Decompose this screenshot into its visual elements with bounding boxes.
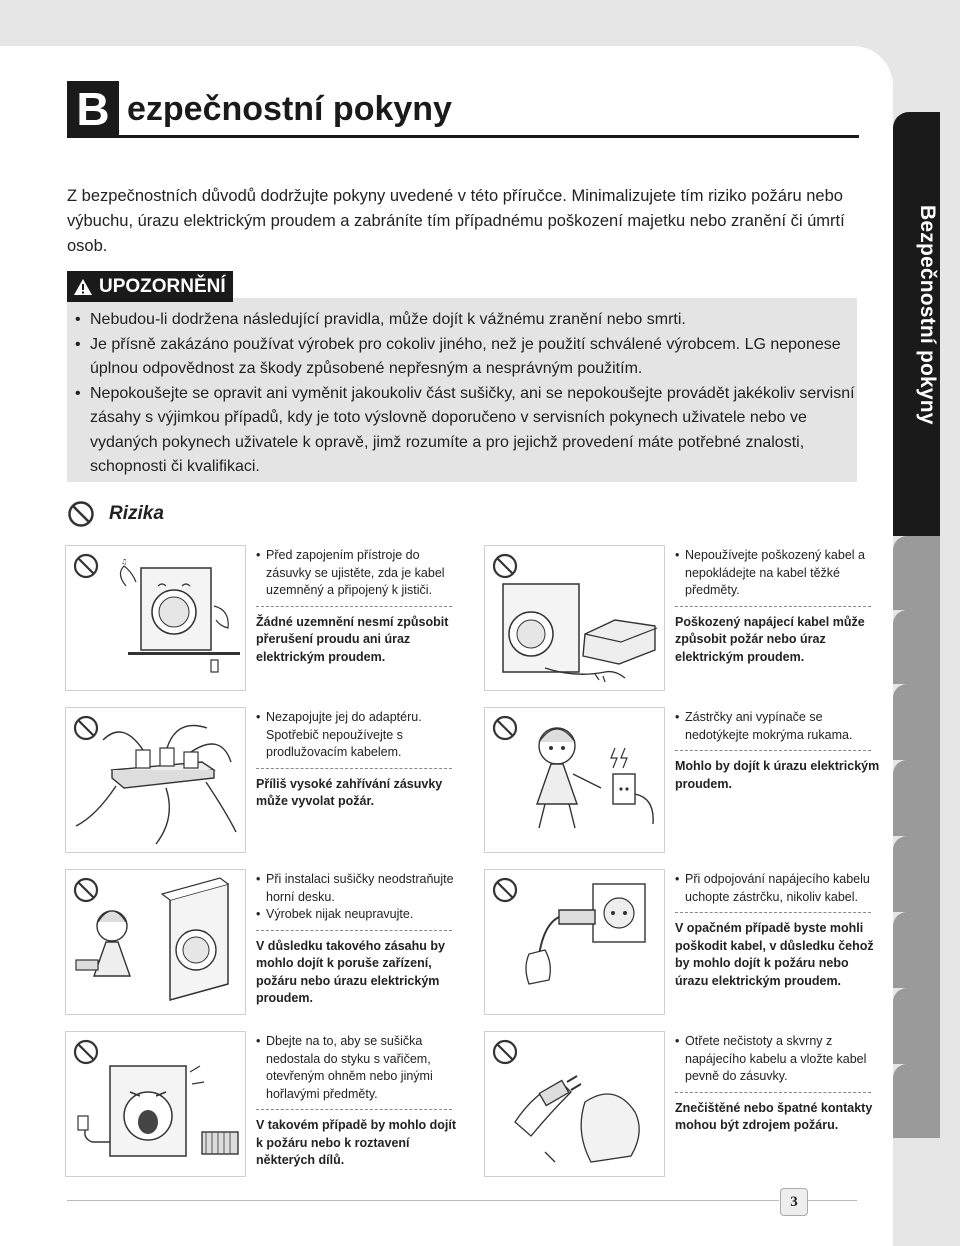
- warning-item: • Nebudou-li dodržena následující pravidla, může dojít k vážnému zranění nebo smrti.: [75, 308, 855, 333]
- clean-plug-illustration: [485, 1032, 664, 1176]
- no-modification-illustration: [66, 870, 245, 1014]
- dashed-divider: [675, 1092, 871, 1093]
- footer-rule-left: [67, 1200, 779, 1201]
- side-tab-9[interactable]: [893, 1064, 940, 1138]
- card-consequence: Znečištěné nebo špatné kontakty mohou být zdrojem požáru.: [675, 1100, 873, 1132]
- page-title: ezpečnostní pokyny: [127, 90, 452, 128]
- footer-rule-right: [807, 1200, 857, 1201]
- dashed-divider: [256, 930, 452, 931]
- prohibited-icon: [494, 717, 516, 739]
- prohibited-icon: [67, 500, 95, 528]
- page-number: 3: [780, 1188, 808, 1216]
- side-tab-6[interactable]: [893, 836, 940, 912]
- card-consequence: Mohlo by dojít k úrazu elektrickým proudem.: [675, 759, 880, 791]
- dashed-divider: [256, 1109, 452, 1110]
- card-consequence: V takovém případě by mohlo dojít k požáru nebo k roztavení některých dílů.: [256, 1118, 457, 1167]
- card-consequence: Žádné uzemnění nesmí způsobit přerušení proudu ani úraz elektrickým proudem.: [256, 614, 449, 664]
- card-consequence: Příliš vysoké zahřívání zásuvky může vyvolat požár.: [256, 776, 443, 808]
- dashed-divider: [256, 768, 452, 769]
- svg-text:♫: ♫: [121, 558, 128, 566]
- risk-card-text: [256, 547, 466, 666]
- dashed-divider: [675, 606, 871, 607]
- risk-card-illustration: [484, 1031, 665, 1177]
- header-rule: [67, 135, 859, 138]
- risk-card-illustration: [65, 545, 246, 691]
- warning-tag-label: UPOZORNĚNÍ: [99, 276, 226, 297]
- prohibited-icon: [494, 1041, 516, 1063]
- damaged-cable-illustration: [485, 546, 664, 690]
- warning-item: • Je přísně zakázáno používat výrobek pro cokoliv jiného, než je použití schválené výrobcem. LG neponese úplnou odpovědnost za škody způsobené nepřesným a nesprávným použitím.: [75, 333, 855, 382]
- card-bullet: • Nepoužívejte poškozený kabel a nepokládejte na kabel těžké předměty.: [675, 547, 885, 600]
- card-bullet: • Při odpojování napájecího kabelu uchopte zástrčku, nikoliv kabel.: [675, 871, 885, 906]
- risk-card-illustration: [65, 869, 246, 1015]
- warning-item: • Nepokoušejte se opravit ani vyměnit jakoukoliv část sušičky, ani se nepokoušejte provádět jakékoliv servisní zásahy s výjimkou případů, kdy je toto výslovně doporučeno v servisních pokynech uživatele nebo ve vydaných pokynech uživatele k opravě, jimž rozumíte a pro jejichž provedení máte potřebné znalosti, schopnosti či kvalifikaci.: [75, 382, 855, 480]
- side-tab-label: Bezpečnostní pokyny: [916, 205, 939, 425]
- side-tab-8[interactable]: [893, 988, 940, 1064]
- unplug-by-plug-illustration: [485, 870, 664, 1014]
- side-tab-7[interactable]: [893, 912, 940, 988]
- risk-card-text: [256, 871, 466, 1008]
- prohibited-icon: [75, 1041, 97, 1063]
- risk-card-illustration: [484, 869, 665, 1015]
- prohibited-icon: [75, 555, 97, 577]
- card-consequence: V důsledku takového zásahu by mohlo dojít k poruše zařízení, požáru nebo úrazu elektrickým proudem.: [256, 938, 445, 1005]
- side-tab-2[interactable]: [893, 536, 940, 610]
- card-bullet: • Při instalaci sušičky neodstraňujte horní desku.: [256, 871, 466, 906]
- card-consequence: V opačném případě byste mohli poškodit kabel, v důsledku čehož by mohlo dojít k požáru nebo úrazu elektrickým proudem.: [675, 921, 874, 988]
- risk-title: Rizika: [109, 503, 164, 524]
- intro-paragraph: Z bezpečnostních důvodů dodržujte pokyny uvedené v této příručce. Minimalizujete tím riziko požáru nebo výbuchu, úrazu elektrickým proudem a zabráníte tím případnému poškození majetku nebo zranění či úmrtí osob.: [67, 187, 845, 255]
- card-bullet: • Dbejte na to, aby se sušička nedostala do styku s vařičem, otevřeným ohněm nebo jinými hořlavými předměty.: [256, 1033, 466, 1103]
- side-tab-5[interactable]: [893, 760, 940, 836]
- heat-source-illustration: [66, 1032, 245, 1176]
- risk-card-text: [256, 709, 466, 811]
- card-bullet: • Otřete nečistoty a skvrny z napájecího kabelu a vložte kabel pevně do zásuvky.: [675, 1033, 885, 1086]
- risk-card-illustration: [484, 707, 665, 853]
- risk-card-illustration: [484, 545, 665, 691]
- risk-card-text: [675, 1033, 885, 1135]
- side-tab-4[interactable]: [893, 684, 940, 760]
- card-bullet: • Před zapojením přístroje do zásuvky se ujistěte, zda je kabel uzemněný a připojený k jističi.: [256, 547, 466, 600]
- risk-card-illustration: [65, 707, 246, 853]
- prohibited-icon: [494, 879, 516, 901]
- risk-heading: [67, 500, 164, 528]
- prohibited-icon: [75, 717, 97, 739]
- dashed-divider: [256, 606, 452, 607]
- wet-hands-illustration: [485, 708, 664, 852]
- card-bullet: • Nezapojujte jej do adaptéru. Spotřebič nepoužívejte s prodlužovacím kabelem.: [256, 709, 466, 762]
- warning-list: [75, 308, 855, 480]
- card-bullet: • Výrobek nijak neupravujte.: [256, 906, 466, 924]
- risk-card-text: [675, 871, 885, 990]
- risk-card-text: [675, 547, 885, 666]
- dashed-divider: [675, 750, 871, 751]
- warning-tag: [67, 271, 233, 302]
- card-bullet: • Zástrčky ani vypínače se nedotýkejte mokrýma rukama.: [675, 709, 885, 744]
- side-tab-3[interactable]: [893, 610, 940, 684]
- risk-card-text: [256, 1033, 466, 1170]
- prohibited-icon: [494, 555, 516, 577]
- warning-triangle-icon: [73, 278, 93, 296]
- card-consequence: Poškozený napájecí kabel může způsobit požár nebo úraz elektrickým proudem.: [675, 614, 865, 664]
- power-strip-illustration: [66, 708, 245, 852]
- risk-card-text: [675, 709, 885, 793]
- grounding-illustration: [66, 546, 245, 690]
- risk-card-illustration: [65, 1031, 246, 1177]
- header-initial-letter: B: [67, 81, 119, 137]
- dashed-divider: [675, 912, 871, 913]
- prohibited-icon: [75, 879, 97, 901]
